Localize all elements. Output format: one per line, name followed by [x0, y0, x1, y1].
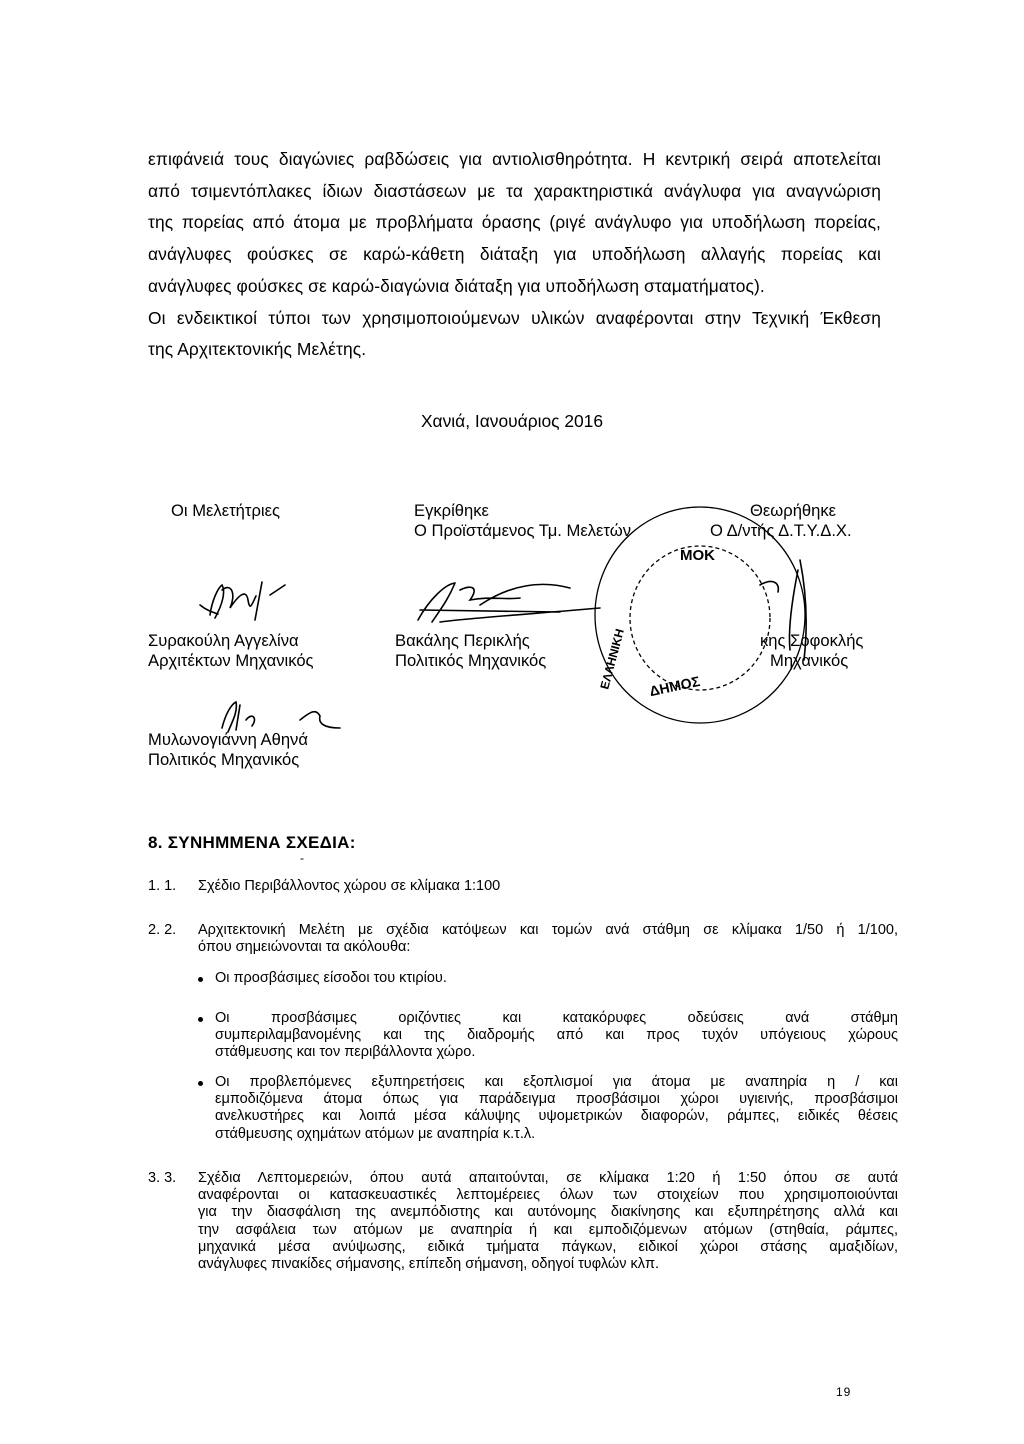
paragraph-line: ανάγλυφες φούσκες σε καρώ-διαγώνια διάταξη για υποδήλωση σταματήματος). — [148, 275, 765, 296]
bullet — [198, 1081, 203, 1086]
reviewer-title: Μηχανικός — [770, 650, 849, 670]
official-stamp — [595, 507, 805, 723]
author2-name: Μυλωνογιάννη Αθηνά — [148, 730, 308, 749]
item-line: ανάγλυφες πινακίδες σήμανσης, επίπεδη σήμανση, οδηγοί τυφλών κλπ. — [198, 1256, 660, 1273]
bullet-line: στάθμευσης οχημάτων ατόμων με αναπηρία κ.τ.λ. — [215, 1125, 536, 1142]
bullet — [198, 977, 203, 982]
reviewed-role: Ο Δ/ντής Δ.Τ.Υ.Δ.Χ. — [710, 520, 852, 540]
item-line: μηχανικά μέσα ανύψωσης, ειδικά τμήματα πάγκων, ειδικοί χώροι στάσης αμαξιδίων, — [198, 1238, 898, 1255]
paragraph-line: επιφάνειά τους διαγώνιες ραβδώσεις για αντιολισθηρότητα. Η κεντρική σειρά αποτελείται — [148, 149, 881, 169]
item-line: την ασφάλεια των ατόμων με αναπηρία ή και εμποδιζόμενων ατόμων (στηθαία, ράμπες, — [198, 1221, 898, 1238]
paragraph-line: της πορείας από άτομα με προβλήματα όρασης (ριγέ ανάγλυφο για υποδήλωση πορείας, — [148, 212, 881, 233]
stamp-text-bottom: ΔΗΜΟΣ — [647, 672, 702, 700]
item-line: όπου σημειώνονται τα ακόλουθα: — [198, 939, 411, 956]
item-line: Αρχιτεκτονική Μελέτη με σχέδια κατόψεων και τομών ανά στάθμη σε κλίμακα 1/50 ή 1/100, — [198, 922, 898, 938]
paragraph-line: ανάγλυφες φούσκες σε καρώ-κάθετη διάταξη για υποδήλωση αλλαγής πορείας και — [148, 244, 881, 265]
approved-role: Ο Προϊστάμενος Τμ. Μελετών — [414, 520, 631, 540]
paragraph-line: Οι ενδεικτικοί τύποι των χρησιμοποιούμενων υλικών αναφέρονται στην Τεχνική Έκθεση — [148, 307, 881, 328]
dash-mark: - — [300, 851, 304, 865]
item-line: Σχέδια Λεπτομερειών, όπου αυτά απαιτούνται, σε κλίμακα 1:20 ή 1:50 όπου σε αυτά — [198, 1170, 898, 1186]
authors-header: Οι Μελετήτριες — [171, 501, 280, 520]
bullet-text — [215, 1074, 898, 1143]
item-text — [198, 922, 898, 956]
paragraph-line: από τσιμεντόπλακες ίδιων διαστάσεων με τα χαρακτηριστικά ανάγλυφα για αναγνώριση — [148, 180, 881, 201]
bullet-line: ανελκυστήρες και λοιπά μέσα κάλυψης υψομετρικών διαφορών, ράμπες, ειδικές θέσεις — [215, 1108, 898, 1125]
author1-title: Αρχιτέκτων Μηχανικός — [148, 650, 314, 670]
bullet — [198, 1017, 203, 1022]
item-text — [198, 1170, 898, 1273]
author2-title: Πολιτικός Μηχανικός — [148, 749, 300, 769]
approver-name: Βακάλης Περικλής — [395, 631, 530, 650]
bullet-line: συμπεριλαμβανομένης και της διαδρομής από και προς τυχόν υπόγειους χώρους — [215, 1027, 898, 1044]
bullet-line: Οι προσβάσιμες είσοδοι του κτιρίου. — [215, 970, 447, 986]
approver-title: Πολιτικός Μηχανικός — [395, 650, 547, 670]
page-number: 19 — [836, 1385, 852, 1399]
bullet-line: Οι προβλεπόμενες εξυπηρετήσεις και εξοπλισμοί για άτομα με αναπηρία η / και — [215, 1074, 898, 1090]
signature-approver — [418, 583, 600, 622]
item-number: 3. 3. — [148, 1170, 177, 1186]
item-number: 1. 1. — [148, 878, 177, 894]
stamp-text-top: ΜΟΚ — [680, 547, 715, 564]
paragraph-line: της Αρχιτεκτονικής Μελέτης. — [148, 339, 367, 360]
item-number: 2. 2. — [148, 922, 177, 938]
item-line: Σχέδιο Περιβάλλοντος χώρου σε κλίμακα 1:100 — [198, 878, 501, 894]
bullet-line: στάθμευσης και τον περιβάλλοντα χώρο. — [215, 1044, 476, 1061]
reviewer-name: κης Σοφοκλής — [760, 631, 864, 650]
reviewed-header: Θεωρήθηκε — [750, 501, 837, 520]
date-line: Χανιά, Ιανουάριος 2016 — [420, 411, 604, 431]
section-heading: 8. ΣΥΝΗΜΜΕΝΑ ΣΧΕΔΙΑ: — [148, 833, 356, 852]
item-line: για την διασφάλιση της ανεμπόδιστης και αυτόνομης διακίνησης και εξυπηρέτησης αλλά και — [198, 1204, 898, 1221]
signature-reviewer — [760, 560, 806, 660]
signature-author1 — [200, 582, 285, 620]
bullet-line: εμποδιζόμενα άτομα όπως για παράδειγμα προσβάσιμοι χώροι υγιεινής, προσβάσιμοι — [215, 1091, 898, 1108]
bullet-text — [215, 1010, 898, 1062]
author1-name: Συρακούλη Αγγελίνα — [148, 631, 299, 650]
bullet-line: Οι προσβάσιμες οριζόντιες και κατακόρυφες οδεύσεις ανά στάθμη — [215, 1010, 898, 1026]
approved-header: Εγκρίθηκε — [414, 501, 489, 520]
bullet-text — [215, 970, 898, 987]
stamp-text-left: ΕΛΛΗΝΙΚΗ — [597, 627, 627, 691]
signature-author2 — [222, 702, 340, 732]
item-text — [198, 878, 898, 895]
item-line: αναφέρονται οι κατασκευαστικές λεπτομέρειες όλων των στοιχείων που χρησιμοποιούνται — [198, 1187, 898, 1204]
